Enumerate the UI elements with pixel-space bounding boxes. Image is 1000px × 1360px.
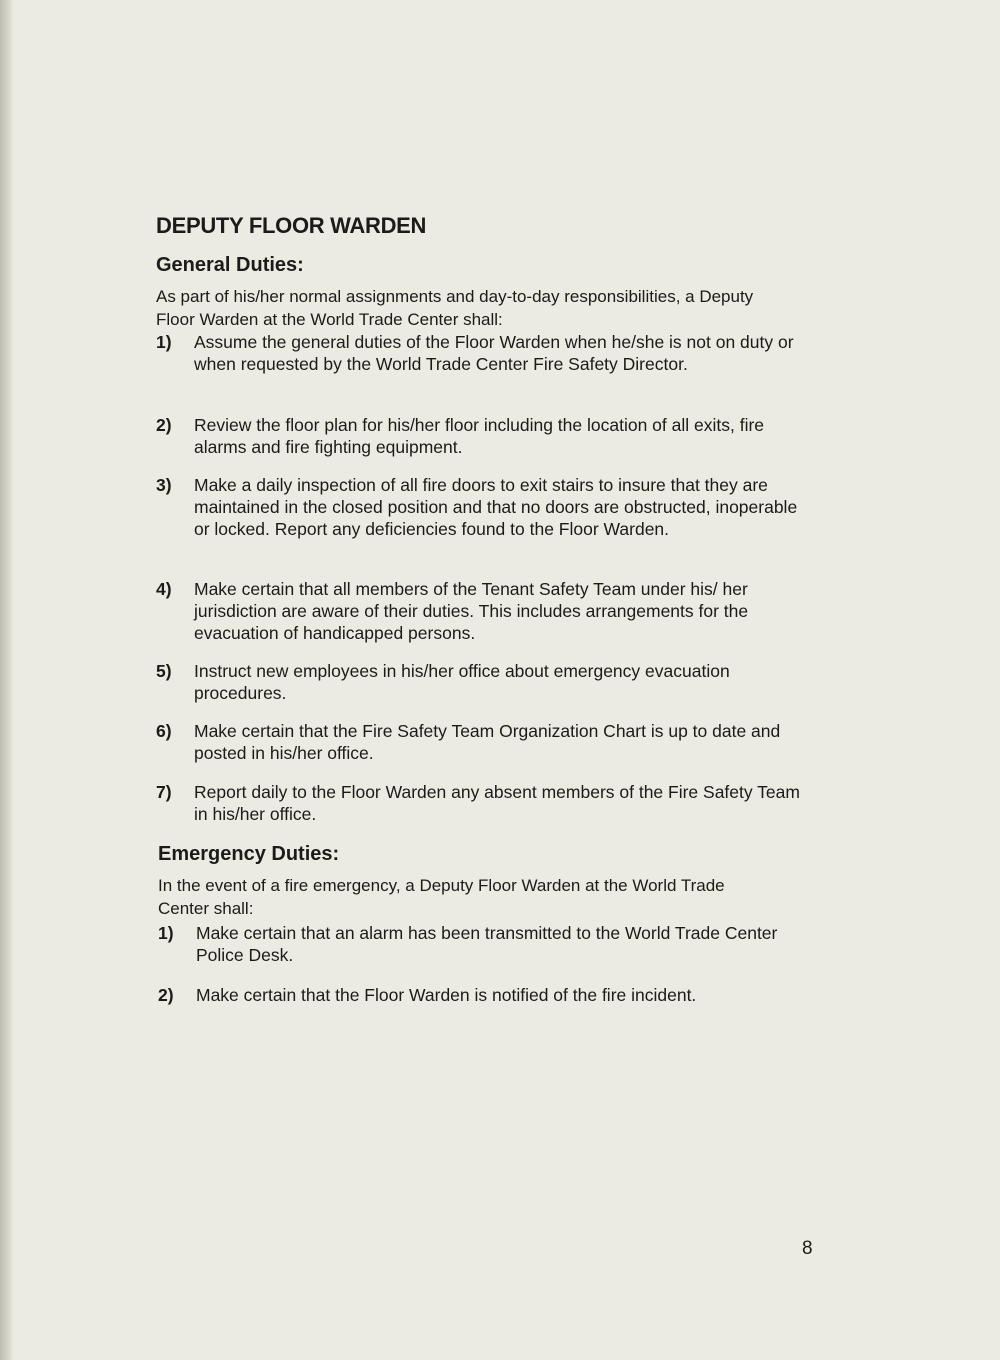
- item-number: 2): [156, 415, 172, 435]
- general-duties-intro: As part of his/her normal assignments and day-to-day responsibilities, a Deputy Floor Warden at the World Trade Center shall:: [156, 287, 754, 329]
- item-number: 3): [156, 475, 172, 495]
- general-duty-item-3: [156, 474, 814, 540]
- item-number: 2): [158, 985, 174, 1005]
- item-text: Make certain that the Fire Safety Team Organization Chart is up to date and posted in his/her office.: [194, 721, 781, 763]
- emergency-duties-intro: In the event of a fire emergency, a Deputy Floor Warden at the World Trade Center shall:: [158, 876, 725, 918]
- general-duties-heading: General Duties:: [156, 254, 304, 276]
- item-number: 7): [156, 782, 172, 802]
- general-duty-item-2: [156, 414, 814, 458]
- general-duty-item-4: [156, 578, 814, 644]
- general-duty-item-1: [156, 331, 814, 375]
- item-text: Make certain that an alarm has been transmitted to the World Trade Center Police Desk.: [196, 923, 778, 965]
- item-text: Review the floor plan for his/her floor including the location of all exits, fire alarms and fire fighting equipment.: [194, 415, 765, 457]
- emergency-duty-item-2: [158, 984, 816, 1006]
- emergency-duty-item-1: [158, 922, 816, 966]
- general-duty-item-6: [156, 720, 814, 764]
- item-text: Instruct new employees in his/her office about emergency evacuation procedures.: [194, 661, 730, 703]
- general-duty-item-5: [156, 660, 814, 704]
- item-number: 4): [156, 579, 172, 599]
- item-text: Report daily to the Floor Warden any absent members of the Fire Safety Team in his/her office.: [194, 782, 800, 824]
- item-text: Make certain that the Floor Warden is notified of the fire incident.: [196, 985, 697, 1005]
- item-number: 5): [156, 661, 172, 681]
- emergency-duties-heading: Emergency Duties:: [158, 843, 340, 865]
- item-number: 1): [156, 332, 172, 352]
- item-text: Make a daily inspection of all fire doors to exit stairs to insure that they are maintained in the closed position and that no doors are obstructed, inoperable or locked. Report any deficiencies found to the Floor Warden.: [194, 475, 798, 539]
- page-number: 8: [802, 1238, 813, 1259]
- item-text: Assume the general duties of the Floor Warden when he/she is not on duty or when requested by the World Trade Center Fire Safety Director.: [194, 332, 794, 374]
- general-duty-item-7: [156, 781, 814, 825]
- page-title: DEPUTY FLOOR WARDEN: [156, 213, 427, 238]
- item-number: 1): [158, 923, 174, 943]
- item-text: Make certain that all members of the Tenant Safety Team under his/ her jurisdiction are aware of their duties. This includes arrangements for the evacuation of handicapped persons.: [194, 579, 749, 643]
- item-number: 6): [156, 721, 172, 741]
